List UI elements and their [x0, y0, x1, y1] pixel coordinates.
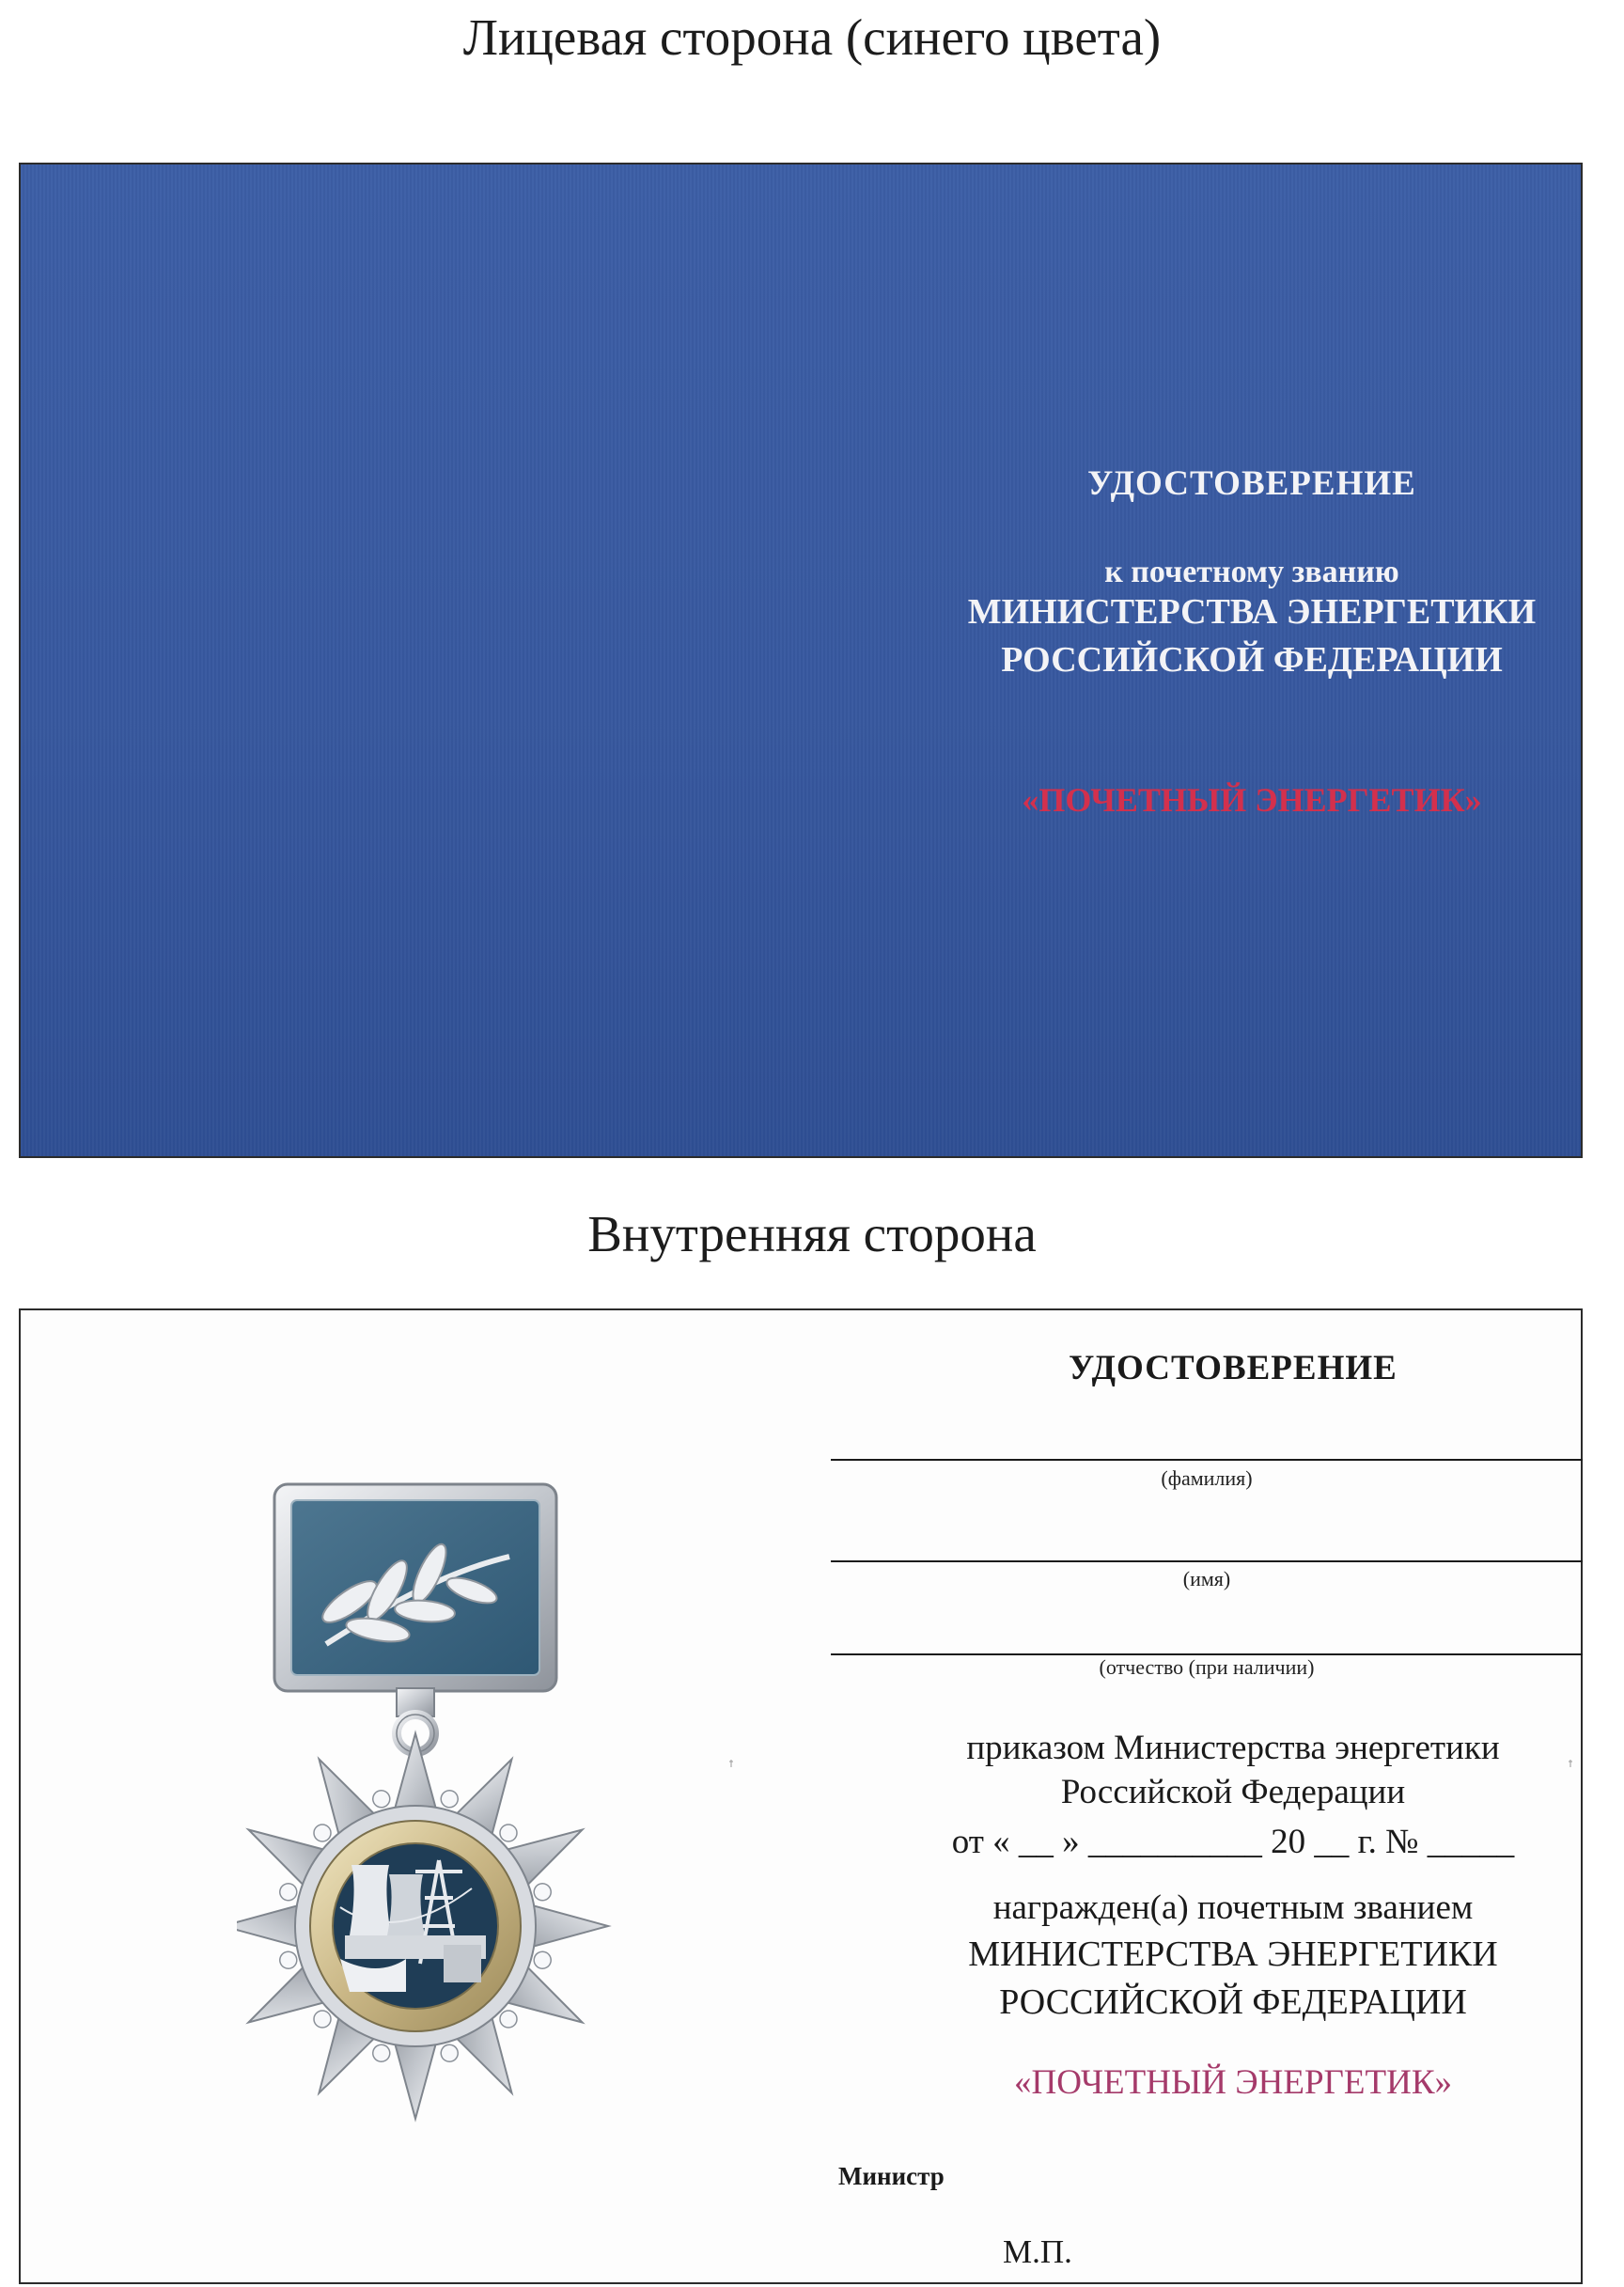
fold-mark-left — [727, 1760, 735, 1767]
medal-illustration — [237, 1480, 650, 2185]
name-line[interactable] — [831, 1560, 1583, 1562]
front-award-name: «ПОЧЕТНЫЙ ЭНЕРГЕТИК» — [1022, 781, 1482, 819]
front-title: УДОСТОВЕРЕНИЕ — [1087, 464, 1416, 503]
order-line-1: приказом Министерства энергетики — [966, 1729, 1500, 1767]
fold-mark-right — [1567, 1760, 1574, 1767]
front-subtitle: к почетному званию — [1104, 555, 1399, 589]
name-label: (имя) — [1182, 1567, 1231, 1590]
awarded-line-2: МИНИСТЕРСТВА ЭНЕРГЕТИКИ — [968, 1935, 1498, 1974]
order-line-2: Российской Федерации — [1060, 1773, 1406, 1811]
front-ministry-line1: МИНИСТЕРСТВА ЭНЕРГЕТИКИ — [967, 592, 1537, 632]
surname-label: (фамилия) — [1161, 1466, 1253, 1490]
surname-line[interactable] — [831, 1459, 1583, 1461]
front-cover — [19, 163, 1583, 1158]
inner-side-caption: Внутренняя сторона — [587, 1205, 1037, 1262]
awarded-line-3: РОССИЙСКОЙ ФЕДЕРАЦИИ — [999, 1982, 1467, 2022]
awarded-line-1: награжден(а) почетным званием — [992, 1888, 1474, 1927]
inner-title: УДОСТОВЕРЕНИЕ — [1069, 1349, 1398, 1387]
front-side-caption: Лицевая сторона (синего цвета) — [462, 8, 1162, 66]
minister-label: Министр — [838, 2162, 945, 2190]
patronymic-label: (отчество (при наличии) — [1099, 1655, 1315, 1679]
stamp-place-label: М.П. — [1003, 2233, 1072, 2270]
inner-award-name: «ПОЧЕТНЫЙ ЭНЕРГЕТИК» — [1013, 2063, 1453, 2102]
inner-page — [19, 1308, 1583, 2284]
order-date-line: от « __ » __________ 20 __ г. № _____ — [951, 1823, 1515, 1861]
front-ministry-line2: РОССИЙСКОЙ ФЕДЕРАЦИИ — [1001, 640, 1503, 680]
